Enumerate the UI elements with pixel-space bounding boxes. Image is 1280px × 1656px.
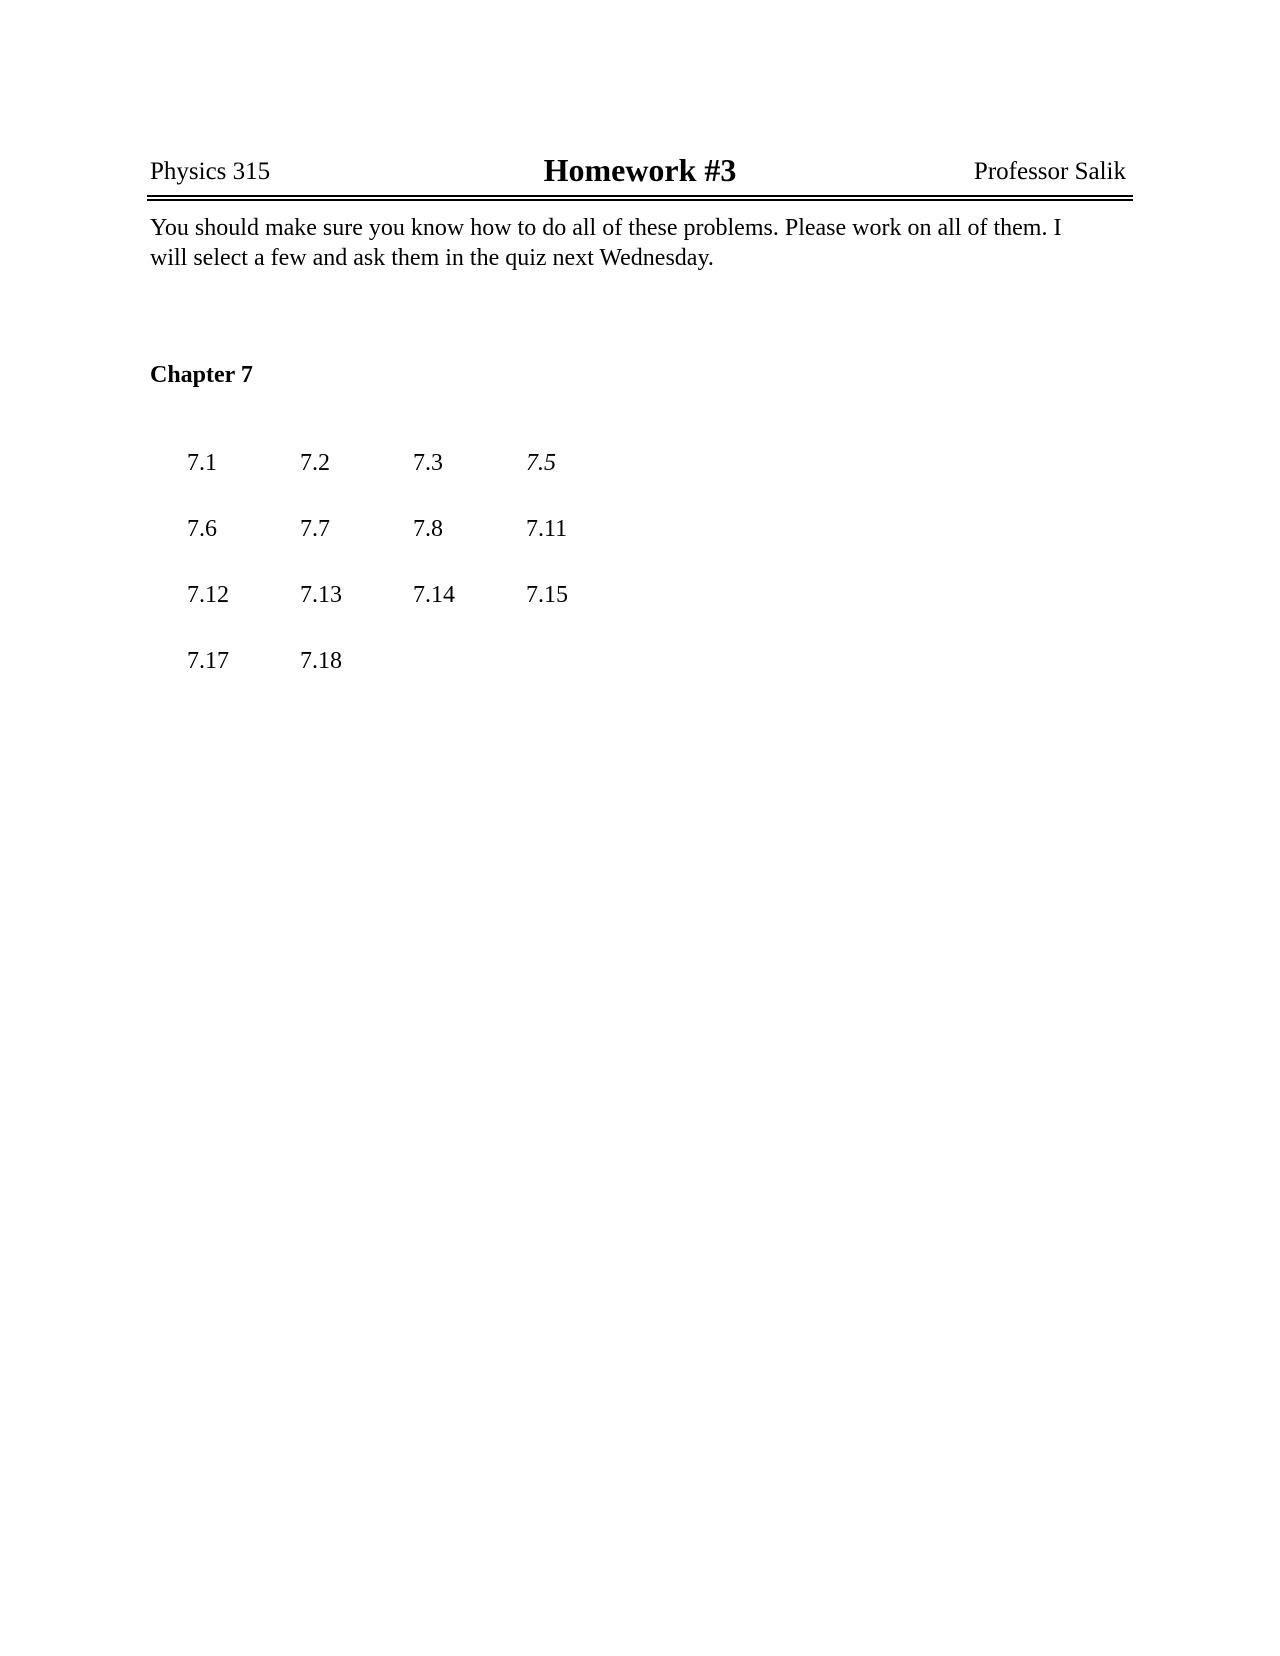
header-double-rule [147, 195, 1133, 201]
page-header [150, 152, 1130, 192]
problem-item: 7.13 [300, 582, 342, 608]
problem-list [187, 450, 639, 714]
course-name: Physics 315 [150, 158, 271, 185]
problem-item: 7.7 [300, 516, 330, 542]
problem-item: 7.18 [300, 648, 342, 674]
problem-item: 7.15 [526, 582, 568, 608]
problem-item: 7.12 [187, 582, 229, 608]
problem-item: 7.5 [526, 450, 556, 476]
intro-line-2: will select a few and ask them in the quiz next Wednesday. [150, 245, 714, 271]
intro-line-1: You should make sure you know how to do all of these problems. Please work on all of them. I [150, 215, 1062, 241]
problem-item: 7.17 [187, 648, 229, 674]
document-title: Homework #3 [543, 152, 737, 188]
chapter-heading: Chapter 7 [150, 362, 253, 388]
intro-paragraph [150, 213, 1130, 273]
problem-item: 7.14 [413, 582, 455, 608]
problem-item: 7.3 [413, 450, 443, 476]
problem-item: 7.6 [187, 516, 217, 542]
problem-item: 7.1 [187, 450, 217, 476]
problem-item: 7.2 [300, 450, 330, 476]
problem-item: 7.8 [413, 516, 443, 542]
problem-item: 7.11 [526, 516, 568, 542]
instructor-name: Professor Salik [973, 158, 1126, 185]
